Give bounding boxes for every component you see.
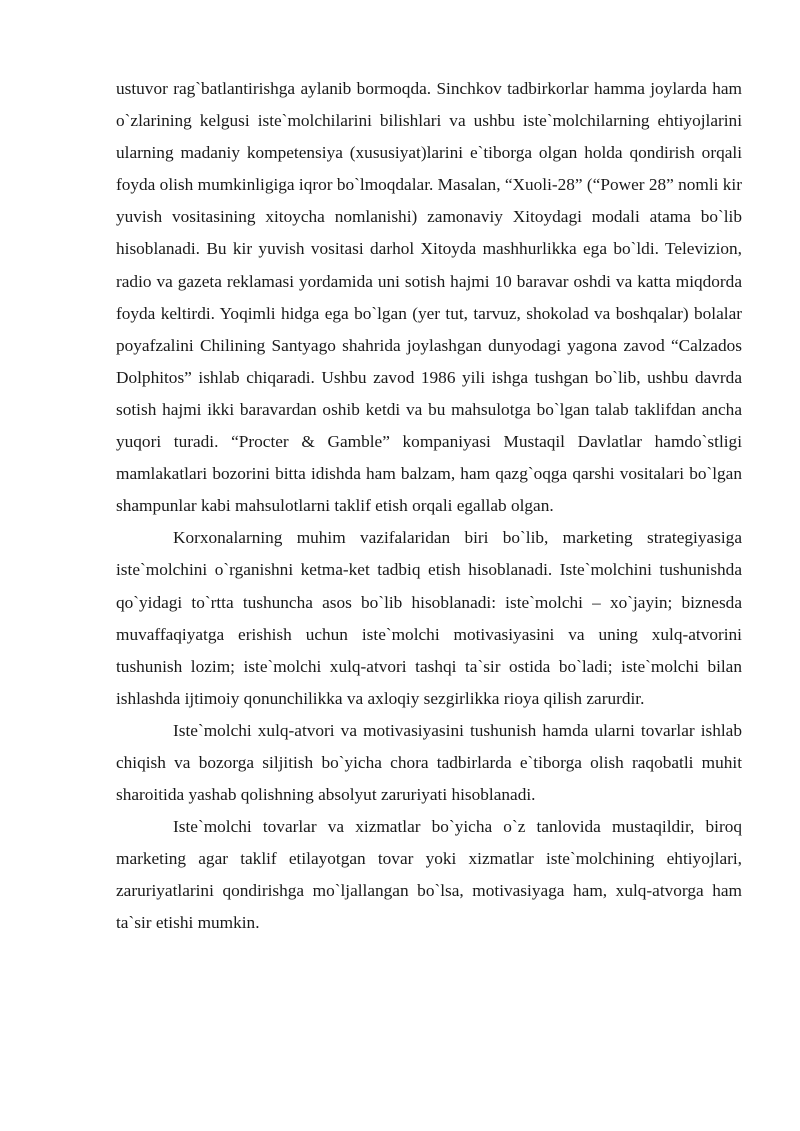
paragraph-consumer-study: Korxonalarning muhim vazifalaridan biri bo`lib, marketing strategiyasiga iste`molchini o`rganishni ketma-ket tadbiq etish hisoblanadi. Iste`molchini tushunishda qo`yidagi to`rtta tushuncha asos bo`lib hisoblanadi: iste`molchi – xo`jayin; biznesda muvaffaqiyatga erishish uchun iste`molchi motivasiyasini va uning xulq-atvorini tushunish lozim; iste`molchi xulq-atvori tashqi ta`sir ostida bo`ladi; iste`molchi bilan ishlashda ijtimoiy qonunchilikka va axloqiy sezgirlikka rioya qilish zarurdir.	[116, 528, 742, 708]
paragraph-consumer-independence: Iste`molchi tovarlar va xizmatlar bo`yicha o`z tanlovida mustaqildir, biroq marketing agar taklif etilayotgan tovar yoki xizmatlar iste`molchining ehtiyojlari, zaruriyatlarini qondirishga mo`ljallangan bo`lsa, motivasiyaga ham, xulq-atvorga ham ta`sir etishi mumkin.	[116, 817, 742, 933]
paragraph-behavior-motivation: Iste`molchi xulq-atvori va motivasiyasini tushunish hamda ularni tovarlar ishlab chiqish va bozorga siljitish bo`yicha chora tadbirlarda e`tiborga olish raqobatli muhit sharoitida yashab qolishning absolyut zaruriyati hisoblanadi.	[116, 720, 742, 805]
document-page	[116, 73, 742, 940]
paragraph-continuation: ustuvor rag`batlantirishga aylanib bormoqda. Sinchkov tadbirkorlar hamma joylarda ham o`zlarining kelgusi iste`molchilarini bilishlari va ushbu iste`molchilarning ehtiyojlarini ularning madaniy kompetensiya (xususiyat)larini e`tiborga olgan holda qondirish orqali foyda olish mumkinligiga iqror bo`lmoqdalar. Masalan, “Xuoli-28” (“Power 28” nomli kir yuvish vositasining xitoycha nomlanishi) zamonaviy Xitoydagi modali atama bo`lib hisoblanadi. Bu kir yuvish vositasi darhol Xitoyda mashhurlikka ega bo`ldi. Televizion, radio va gazeta reklamasi yordamida uni sotish hajmi 10 baravar oshdi va katta miqdorda foyda keltirdi. Yoqimli hidga ega bo`lgan (yer tut, tarvuz, shokolad va boshqalar) bolalar poyafzalini Chilining Santyago shahrida joylashgan dunyodagi yagona zavod “Calzados Dolphitos” ishlab chiqaradi. Ushbu zavod 1986 yili ishga tushgan bo`lib, ushbu davrda sotish hajmi ikki baravardan oshib ketdi va bu mahsulotga bo`lgan talab taklifdan ancha yuqori turadi. “Procter & Gamble” kompaniyasi Mustaqil Davlatlar hamdo`stligi mamlakatlari bozorini bitta idishda ham balzam, ham qazg`oqga qarshi vositalari bo`lgan shampunlar kabi mahsulotlarni taklif etish orqali egallab olgan.	[116, 79, 742, 516]
